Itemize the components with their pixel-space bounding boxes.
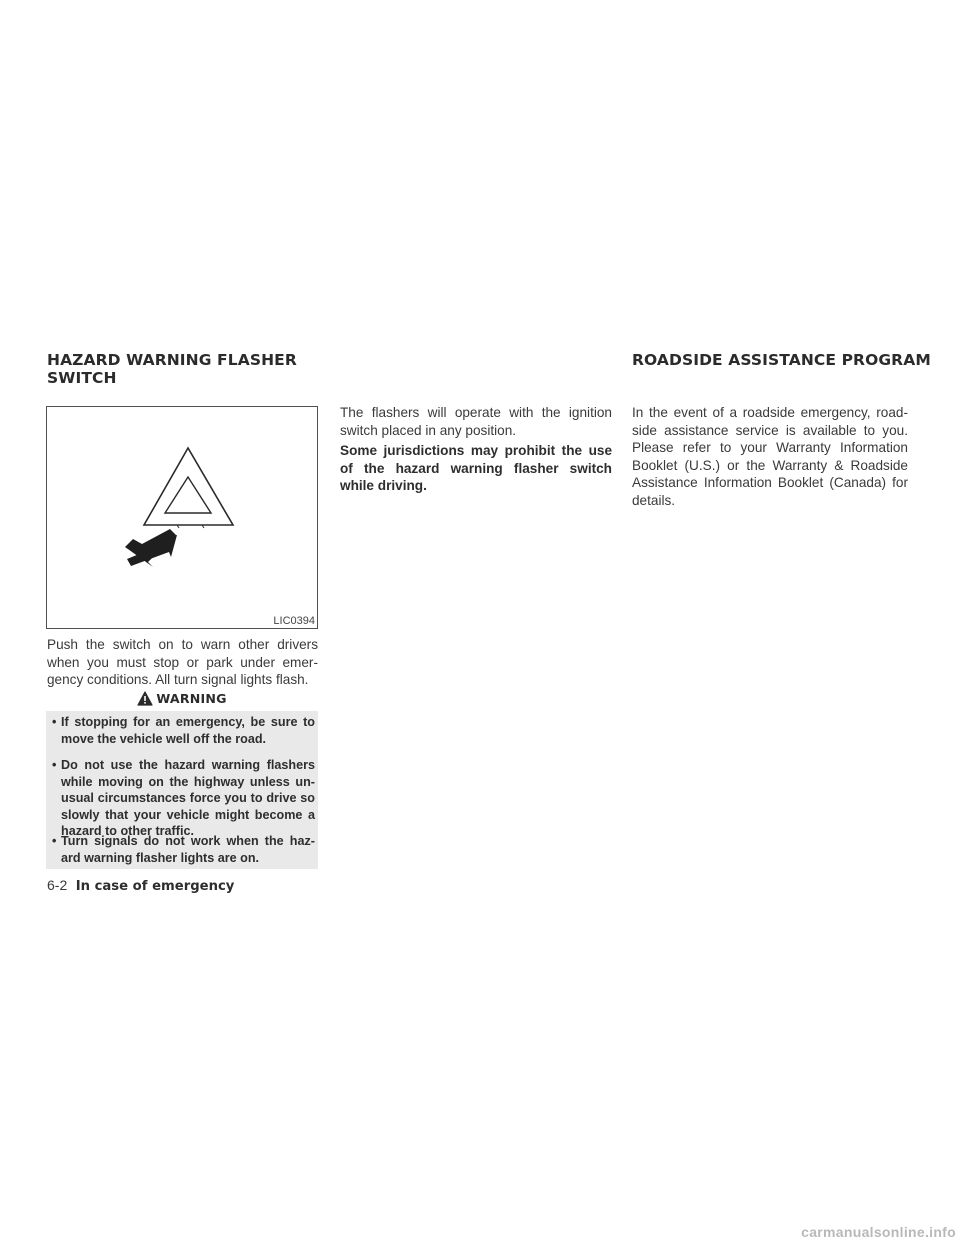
section-heading-hazard: HAZARD WARNING FLASHER SWITCH: [47, 351, 297, 387]
watermark: carmanualsonline.info: [801, 1224, 956, 1240]
warning-triangle-icon: [137, 691, 153, 706]
arrow-icon: [125, 529, 177, 567]
section-name: In case of emergency: [75, 879, 235, 894]
warning-title: WARNING: [156, 690, 227, 706]
bullet: •: [52, 834, 57, 848]
flasher-operation-paragraph: The flashers will operate with the ignition switch placed in any position.: [340, 405, 612, 438]
warning-title-bar: [46, 686, 318, 710]
warning-body: [46, 711, 318, 869]
warning-item: • Do not use the hazard warning flashers while moving on the highway unless un-usual circumstances force you to drive so slowly that your vehicle might become a hazard to other traffic.: [52, 758, 315, 838]
warning-item: • Turn signals do not work when the haz-ard warning flasher lights are on.: [52, 834, 315, 865]
figure-illustration: [47, 407, 319, 630]
figure-code: LIC0394: [273, 615, 315, 627]
warning-box: [46, 686, 318, 869]
hazard-switch-figure: [46, 406, 318, 629]
warning-item: • If stopping for an emergency, be sure to move the vehicle well off the road.: [52, 715, 315, 746]
section-heading-roadside: ROADSIDE ASSISTANCE PROGRAM: [632, 351, 931, 369]
bullet: •: [52, 758, 57, 772]
intro-paragraph: Push the switch on to warn other drivers when you must stop or park under emer-gency conditions. All turn signal lights flash.: [47, 637, 318, 687]
bullet: •: [52, 715, 57, 729]
jurisdiction-note: Some jurisdictions may prohibit the use of the hazard warning flasher switch while driving.: [340, 443, 612, 493]
page-number: 6-2: [47, 877, 68, 893]
roadside-paragraph: In the event of a roadside emergency, road-side assistance service is available to you. Please refer to your Warranty Information Booklet (U.S.) or the Warranty & Roadside Assistance Information Booklet (Canada) for details.: [632, 405, 908, 508]
hazard-triangle-icon: [144, 448, 233, 528]
page-footer: [47, 877, 234, 895]
